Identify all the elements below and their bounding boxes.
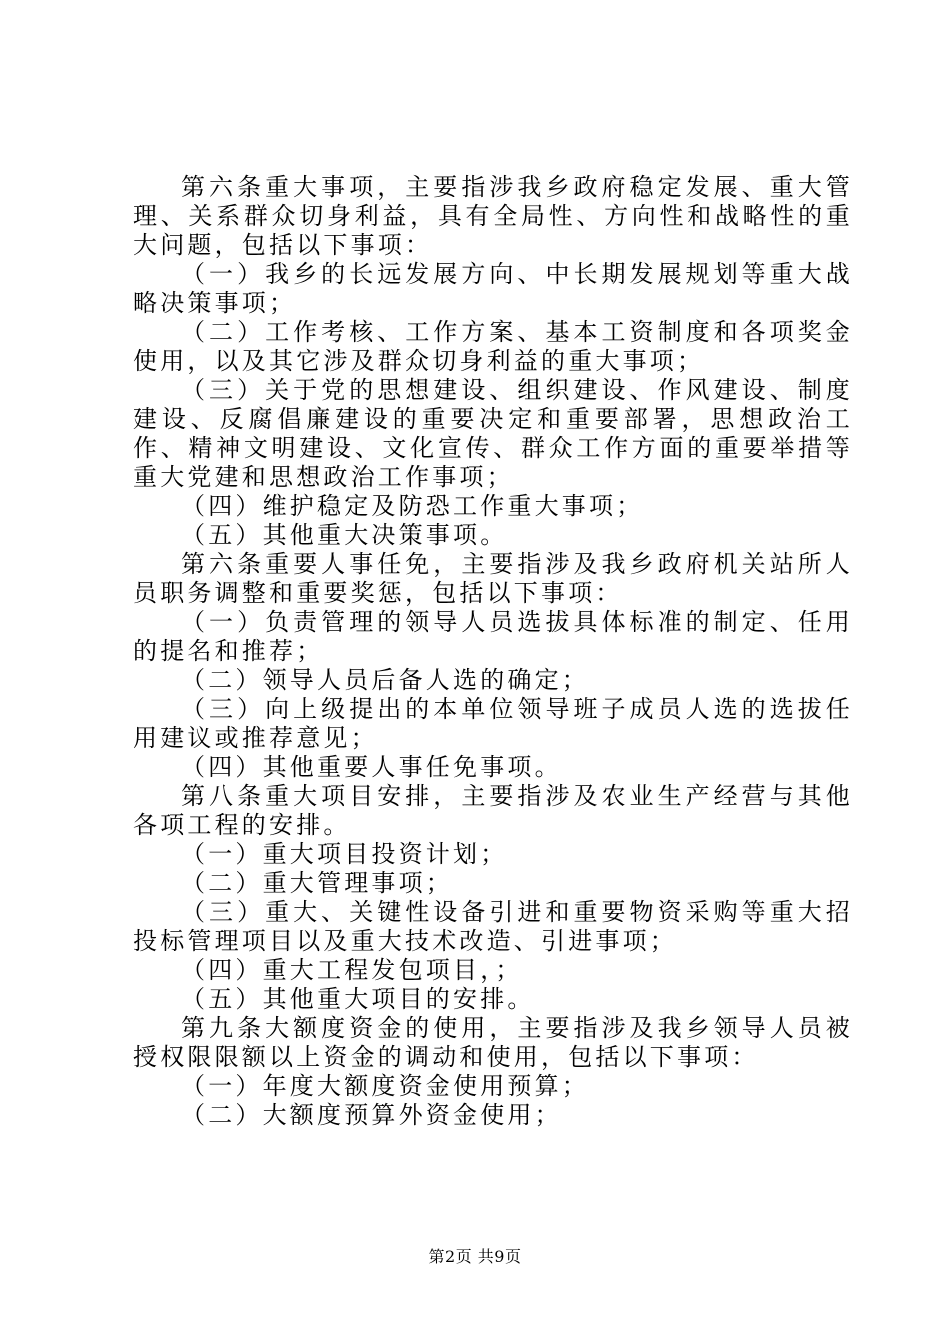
list-item: （四）重大工程发包项目，； bbox=[181, 956, 523, 984]
list-item: （四）维护稳定及防恐工作重大事项； bbox=[181, 492, 644, 520]
list-item: （二）工作考核、工作方案、基本工资制度和各项奖金使用，以及其它涉及群众切身利益的重大事项； bbox=[133, 318, 853, 375]
paragraph-article-8-projects: 第八条重大项目安排，主要指涉及农业生产经营与其他各项工程的安排。 bbox=[133, 782, 853, 839]
page-footer: 第2页 共9页 bbox=[428, 1247, 522, 1266]
paragraph-article-6-personnel: 第六条重要人事任免，主要指涉及我乡政府机关站所人员职务调整和重要奖惩，包括以下事项： bbox=[133, 550, 853, 607]
paragraph-article-6-major-matters: 第六条重大事项，主要指涉我乡政府稳定发展、重大管理、关系群众切身利益，具有全局性、方向性和战略性的重大问题，包括以下事项： bbox=[133, 173, 853, 259]
list-item: （五）其他重大项目的安排。 bbox=[181, 985, 535, 1013]
list-item: （一）重大项目投资计划； bbox=[181, 840, 508, 868]
list-item: （二）大额度预算外资金使用； bbox=[181, 1101, 562, 1129]
list-item: （四）其他重要人事任免事项。 bbox=[181, 753, 562, 781]
list-item: （三）关于党的思想建设、组织建设、作风建设、制度建设、反腐倡廉建设的重要决定和重要部署，思想政治工作、精神文明建设、文化宣传、群众工作方面的重要举措等重大党建和思想政治工作事项； bbox=[133, 376, 853, 491]
list-item: （一）我乡的长远发展方向、中长期发展规划等重大战略决策事项； bbox=[133, 260, 853, 317]
list-item: （一）负责管理的领导人员选拔具体标准的制定、任用的提名和推荐； bbox=[133, 608, 853, 665]
list-item: （五）其他重大决策事项。 bbox=[181, 521, 508, 549]
list-item: （二）重大管理事项； bbox=[181, 869, 453, 897]
list-item: （二）领导人员后备人选的确定； bbox=[181, 666, 589, 694]
list-item: （一）年度大额度资金使用预算； bbox=[181, 1072, 589, 1100]
list-item: （三）重大、关键性设备引进和重要物资采购等重大招投标管理项目以及重大技术改造、引进事项； bbox=[133, 898, 853, 955]
list-item: （三）向上级提出的本单位领导班子成员人选的选拔任用建议或推荐意见； bbox=[133, 695, 853, 752]
paragraph-article-9-funds: 第九条大额度资金的使用，主要指涉及我乡领导人员被授权限限额以上资金的调动和使用，包括以下事项： bbox=[133, 1014, 853, 1071]
document-body bbox=[133, 173, 853, 1130]
